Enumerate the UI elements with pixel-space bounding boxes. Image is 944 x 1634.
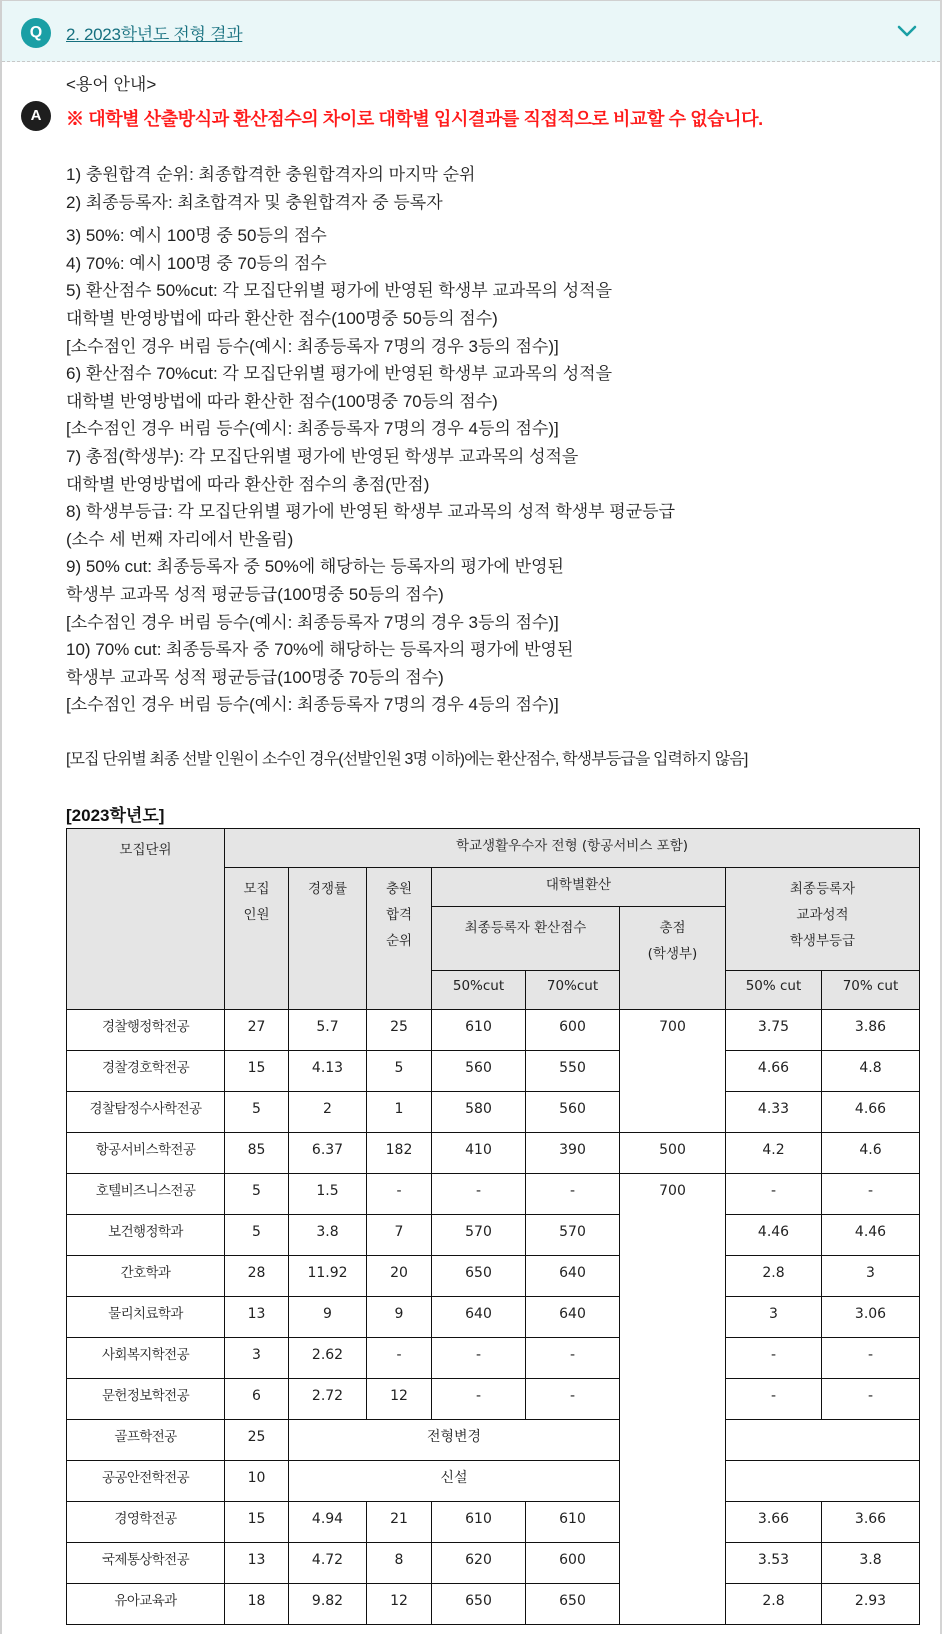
- competition-rate: 11.92: [289, 1256, 367, 1297]
- score-50-cut: 560: [432, 1051, 526, 1092]
- question-badge: Q: [21, 18, 51, 48]
- recruit-count: 3: [225, 1338, 289, 1379]
- table-row: [67, 1461, 920, 1502]
- grade-50-cut: 3.66: [726, 1502, 822, 1543]
- table-row: [67, 1502, 920, 1543]
- recruit-count: 10: [225, 1461, 289, 1502]
- guide-heading: <용어 안내>: [66, 75, 157, 94]
- grade-70-cut: 3.86: [822, 1010, 920, 1051]
- score-50-cut: 640: [432, 1297, 526, 1338]
- table-row: [67, 1133, 920, 1174]
- header-total: 총점 (학생부): [620, 907, 726, 1010]
- definition-line: 2) 최종등록자: 최초합격자 및 충원합격자 중 등록자: [66, 192, 443, 212]
- header-grade50: 50% cut: [726, 971, 822, 1010]
- table-row: [67, 1379, 920, 1420]
- waitlist-rank: 21: [367, 1502, 432, 1543]
- definition-line: 학생부 교과목 성적 평균등급(100명중 70등의 점수): [66, 667, 444, 687]
- grade-70-cut: 2.93: [822, 1584, 920, 1625]
- header-track: 학교생활우수자 전형 (항공서비스 포함): [225, 829, 920, 868]
- definition-line: 대학별 반영방법에 따라 환산한 점수(100명중 70등의 점수): [66, 391, 498, 411]
- grade-70-cut: 3.66: [822, 1502, 920, 1543]
- score-70-cut: 640: [526, 1297, 620, 1338]
- table-row: [67, 1338, 920, 1379]
- table-row: [67, 1584, 920, 1625]
- grade-50-cut: 2.8: [726, 1256, 822, 1297]
- score-70-cut: 640: [526, 1256, 620, 1297]
- grade-50-cut: -: [726, 1379, 822, 1420]
- definition-line: (소수 세 번째 자리에서 반올림): [66, 529, 294, 549]
- header-univ-conversion: 대학별환산: [432, 868, 726, 907]
- unit-name: 경찰탐정수사학전공: [67, 1092, 225, 1133]
- competition-rate: 2: [289, 1092, 367, 1133]
- definition-line: [소수점인 경우 버림 등수(예시: 최종등록자 7명의 경우 4등의 점수)]: [66, 419, 559, 439]
- recruit-count: 15: [225, 1502, 289, 1543]
- grade-70-cut: 4.6: [822, 1133, 920, 1174]
- score-70-cut: 560: [526, 1092, 620, 1133]
- chevron-down-icon[interactable]: [896, 23, 918, 39]
- competition-rate: 4.13: [289, 1051, 367, 1092]
- competition-rate: 9.82: [289, 1584, 367, 1625]
- header-waitlist: 충원 합격 순위: [367, 868, 432, 1010]
- score-50-cut: -: [432, 1379, 526, 1420]
- unit-name: 사회복지학전공: [67, 1338, 225, 1379]
- score-70-cut: -: [526, 1338, 620, 1379]
- competition-rate: 2.72: [289, 1379, 367, 1420]
- grade-50-cut: 3.53: [726, 1543, 822, 1584]
- grade-70-cut: 4.8: [822, 1051, 920, 1092]
- grade-50-cut: 4.33: [726, 1092, 822, 1133]
- header-recruit: 모집 인원: [225, 868, 289, 1010]
- table-row: [67, 1051, 920, 1092]
- definition-line: 5) 환산점수 50%cut: 각 모집단위별 평가에 반영된 학생부 교과목의 성적을: [66, 281, 613, 301]
- merged-status: 전형변경: [289, 1420, 620, 1461]
- definition-line: 9) 50% cut: 최종등록자 중 50%에 해당하는 등록자의 평가에 반영된: [66, 557, 564, 577]
- unit-name: 문헌정보학전공: [67, 1379, 225, 1420]
- unit-name: 보건행정학과: [67, 1215, 225, 1256]
- unit-name: 간호학과: [67, 1256, 225, 1297]
- recruit-count: 13: [225, 1543, 289, 1584]
- definitions-list: [66, 161, 675, 719]
- definition-line: 4) 70%: 예시 100명 중 70등의 점수: [66, 253, 327, 273]
- table-row: [67, 1256, 920, 1297]
- score-70-cut: -: [526, 1379, 620, 1420]
- merged-status: 신설: [289, 1461, 620, 1502]
- answer-badge: A: [21, 101, 51, 131]
- definition-line: 대학별 반영방법에 따라 환산한 점수(100명중 50등의 점수): [66, 308, 498, 328]
- unit-name: 골프학전공: [67, 1420, 225, 1461]
- total-score: 500: [620, 1133, 726, 1174]
- grade-empty: [726, 1420, 920, 1461]
- unit-name: 경찰행정학전공: [67, 1010, 225, 1051]
- unit-name: 경영학전공: [67, 1502, 225, 1543]
- score-50-cut: 610: [432, 1010, 526, 1051]
- recruit-count: 27: [225, 1010, 289, 1051]
- score-50-cut: 410: [432, 1133, 526, 1174]
- competition-rate: 4.94: [289, 1502, 367, 1543]
- score-50-cut: 650: [432, 1256, 526, 1297]
- waitlist-rank: 1: [367, 1092, 432, 1133]
- grade-50-cut: 3: [726, 1297, 822, 1338]
- score-70-cut: 650: [526, 1584, 620, 1625]
- competition-rate: 3.8: [289, 1215, 367, 1256]
- unit-name: 호텔비즈니스전공: [67, 1174, 225, 1215]
- grade-70-cut: 3: [822, 1256, 920, 1297]
- header-final-grade: 최종등록자 교과성적 학생부등급: [726, 868, 920, 971]
- unit-name: 공공안전학전공: [67, 1461, 225, 1502]
- grade-50-cut: -: [726, 1174, 822, 1215]
- score-70-cut: 600: [526, 1010, 620, 1051]
- waitlist-rank: 9: [367, 1297, 432, 1338]
- unit-name: 국제통상학전공: [67, 1543, 225, 1584]
- header-competition: 경쟁률: [289, 868, 367, 1010]
- recruit-count: 13: [225, 1297, 289, 1338]
- year-label: [2023학년도]: [66, 806, 165, 825]
- recruit-count: 5: [225, 1092, 289, 1133]
- definition-line: [소수점인 경우 버림 등수(예시: 최종등록자 7명의 경우 3등의 점수)]: [66, 612, 559, 632]
- total-score: 700: [620, 1010, 726, 1133]
- waitlist-rank: 12: [367, 1379, 432, 1420]
- score-70-cut: 610: [526, 1502, 620, 1543]
- table-row: [67, 1297, 920, 1338]
- grade-empty: [726, 1461, 920, 1502]
- recruit-count: 85: [225, 1133, 289, 1174]
- score-70-cut: 600: [526, 1543, 620, 1584]
- header-grade70: 70% cut: [822, 971, 920, 1010]
- table-row: [67, 1215, 920, 1256]
- unit-name: 경찰경호학전공: [67, 1051, 225, 1092]
- table-row: [67, 1543, 920, 1584]
- score-50-cut: 620: [432, 1543, 526, 1584]
- grade-70-cut: -: [822, 1338, 920, 1379]
- grade-50-cut: 4.66: [726, 1051, 822, 1092]
- score-70-cut: -: [526, 1174, 620, 1215]
- grade-50-cut: 2.8: [726, 1584, 822, 1625]
- definition-line: [소수점인 경우 버림 등수(예시: 최종등록자 7명의 경우 4등의 점수)]: [66, 695, 559, 715]
- total-score: 700: [620, 1174, 726, 1625]
- score-70-cut: 550: [526, 1051, 620, 1092]
- unit-name: 항공서비스학전공: [67, 1133, 225, 1174]
- competition-rate: 1.5: [289, 1174, 367, 1215]
- definition-line: 3) 50%: 예시 100명 중 50등의 점수: [66, 226, 327, 246]
- score-50-cut: 570: [432, 1215, 526, 1256]
- score-70-cut: 570: [526, 1215, 620, 1256]
- grade-50-cut: 4.2: [726, 1133, 822, 1174]
- recruit-count: 18: [225, 1584, 289, 1625]
- score-50-cut: -: [432, 1338, 526, 1379]
- unit-name: 물리치료학과: [67, 1297, 225, 1338]
- input-note: [모집 단위별 최종 선발 인원이 소수인 경우(선발인원 3명 이하)에는 환산점수, 학생부등급을 입력하지 않음]: [66, 751, 748, 768]
- waitlist-rank: 12: [367, 1584, 432, 1625]
- waitlist-rank: 20: [367, 1256, 432, 1297]
- score-50-cut: 580: [432, 1092, 526, 1133]
- score-50-cut: -: [432, 1174, 526, 1215]
- question-title-link[interactable]: 2. 2023학년도 전형 결과: [66, 25, 243, 44]
- recruit-count: 5: [225, 1174, 289, 1215]
- unit-name: 유아교육과: [67, 1584, 225, 1625]
- table-row: [67, 1174, 920, 1215]
- waitlist-rank: -: [367, 1338, 432, 1379]
- grade-70-cut: 4.46: [822, 1215, 920, 1256]
- grade-70-cut: -: [822, 1379, 920, 1420]
- competition-rate: 5.7: [289, 1010, 367, 1051]
- grade-50-cut: 3.75: [726, 1010, 822, 1051]
- header-final-conv-score: 최종등록자 환산점수: [432, 907, 620, 971]
- question-header[interactable]: [2, 0, 940, 62]
- waitlist-rank: 8: [367, 1543, 432, 1584]
- grade-70-cut: 3.06: [822, 1297, 920, 1338]
- competition-rate: 6.37: [289, 1133, 367, 1174]
- definition-line: 1) 충원합격 순위: 최종합격한 충원합격자의 마지막 순위: [66, 165, 476, 184]
- competition-rate: 4.72: [289, 1543, 367, 1584]
- grade-70-cut: -: [822, 1174, 920, 1215]
- definition-line: 8) 학생부등급: 각 모집단위별 평가에 반영된 학생부 교과목의 성적 학생부 평균등급: [66, 502, 675, 522]
- definition-line: 6) 환산점수 70%cut: 각 모집단위별 평가에 반영된 학생부 교과목의 성적을: [66, 364, 613, 384]
- score-50-cut: 610: [432, 1502, 526, 1543]
- table-body: [67, 1010, 920, 1625]
- table-row: [67, 1092, 920, 1133]
- admission-results-table: [66, 828, 920, 1625]
- competition-rate: 9: [289, 1297, 367, 1338]
- recruit-count: 6: [225, 1379, 289, 1420]
- recruit-count: 28: [225, 1256, 289, 1297]
- waitlist-rank: -: [367, 1174, 432, 1215]
- grade-70-cut: 4.66: [822, 1092, 920, 1133]
- definition-line: 7) 총점(학생부): 각 모집단위별 평가에 반영된 학생부 교과목의 성적을: [66, 446, 579, 466]
- competition-rate: 2.62: [289, 1338, 367, 1379]
- score-70-cut: 390: [526, 1133, 620, 1174]
- header-cut50: 50%cut: [432, 971, 526, 1010]
- header-cut70: 70%cut: [526, 971, 620, 1010]
- grade-50-cut: -: [726, 1338, 822, 1379]
- recruit-count: 5: [225, 1215, 289, 1256]
- warning-text: ※ 대학별 산출방식과 환산점수의 차이로 대학별 입시결과를 직접적으로 비교할 수 없습니다.: [66, 109, 763, 129]
- recruit-count: 15: [225, 1051, 289, 1092]
- waitlist-rank: 5: [367, 1051, 432, 1092]
- header-unit: 모집단위: [67, 829, 225, 1010]
- score-50-cut: 650: [432, 1584, 526, 1625]
- grade-50-cut: 4.46: [726, 1215, 822, 1256]
- table-row: [67, 1420, 920, 1461]
- definition-line: 10) 70% cut: 최종등록자 중 70%에 해당하는 등록자의 평가에 반영된: [66, 640, 574, 660]
- grade-70-cut: 3.8: [822, 1543, 920, 1584]
- table-row: [67, 1010, 920, 1051]
- waitlist-rank: 182: [367, 1133, 432, 1174]
- definition-line: 대학별 반영방법에 따라 환산한 점수의 총점(만점): [66, 474, 430, 494]
- waitlist-rank: 25: [367, 1010, 432, 1051]
- definition-line: 학생부 교과목 성적 평균등급(100명중 50등의 점수): [66, 584, 444, 604]
- definition-line: [소수점인 경우 버림 등수(예시: 최종등록자 7명의 경우 3등의 점수)]: [66, 336, 559, 356]
- waitlist-rank: 7: [367, 1215, 432, 1256]
- recruit-count: 25: [225, 1420, 289, 1461]
